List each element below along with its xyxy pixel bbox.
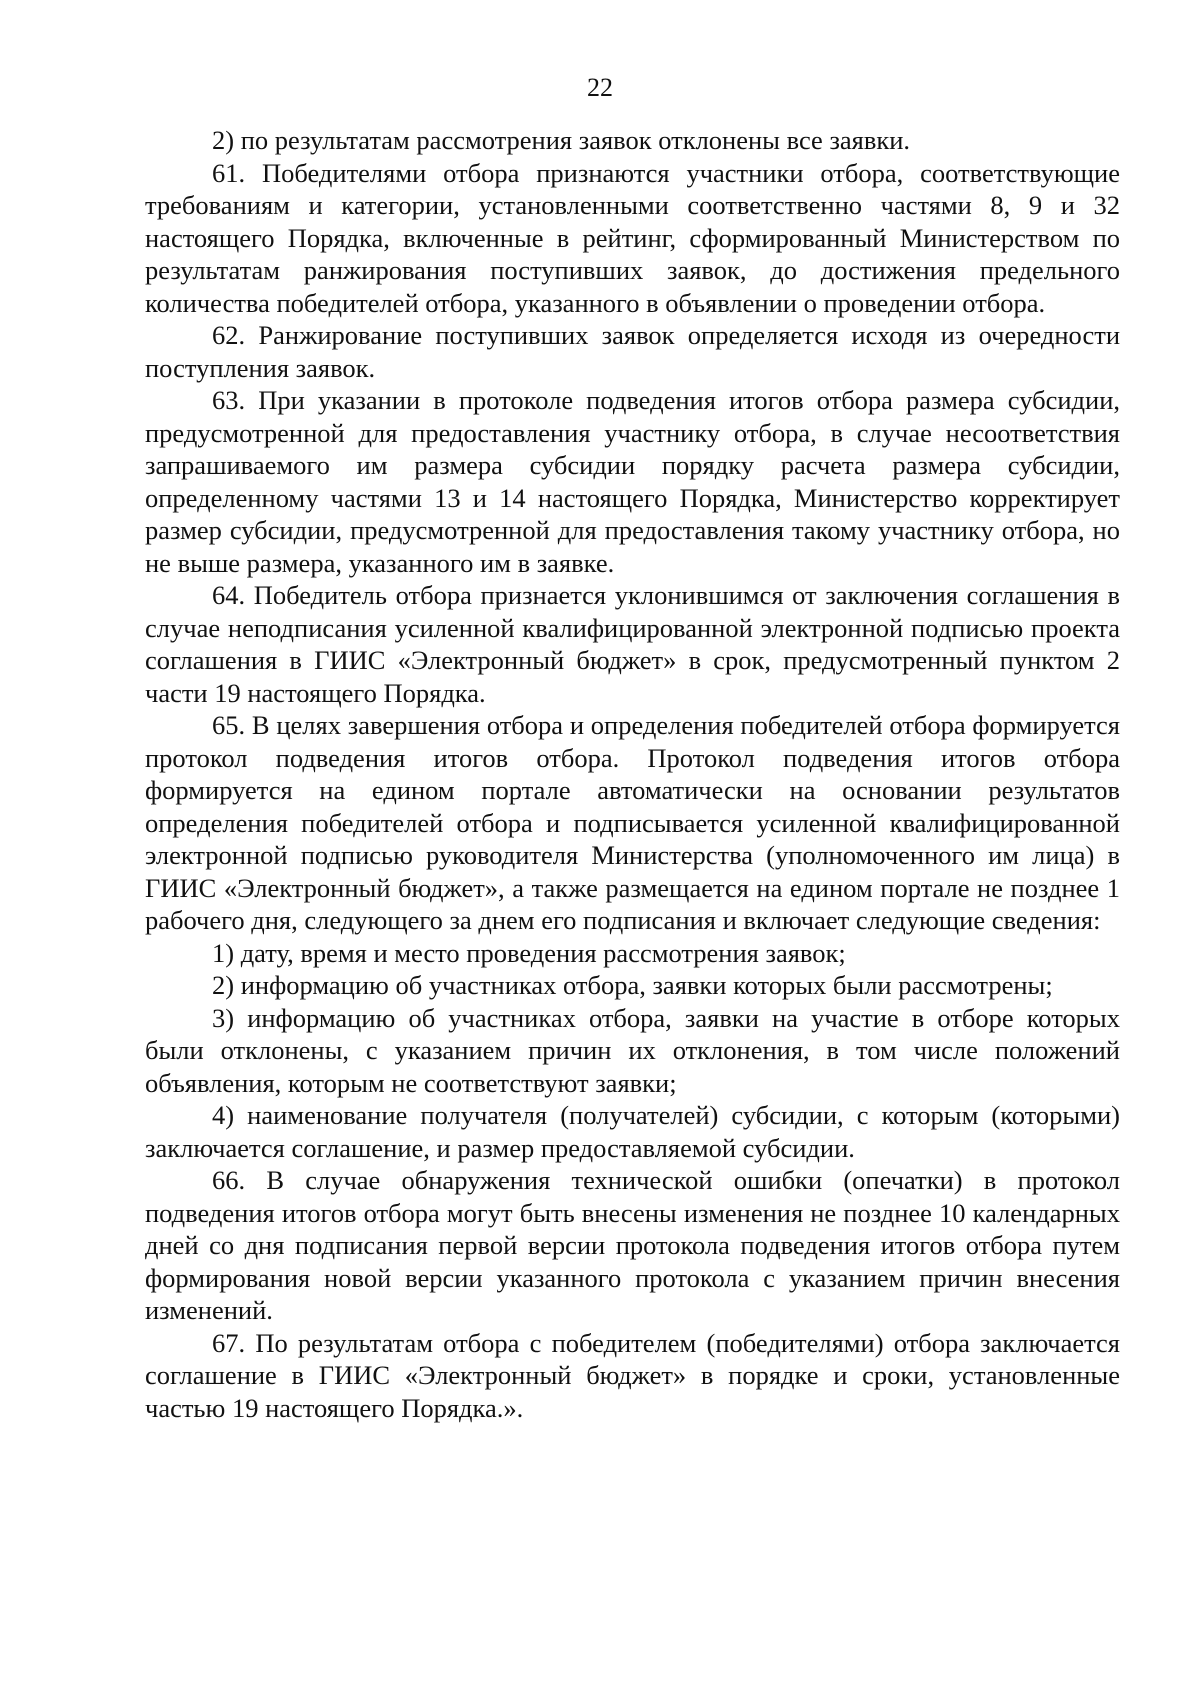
paragraph-63: 63. При указании в протоколе подведения итогов отбора размера субсидии, предусмотренной для предоставления участнику отбора, в случае несоответствия запрашиваемого им размера субсидии порядку расчета размера субсидии, определенному частями 13 и 14 настоящего Порядка, Министерство корректирует размер субсидии, предусмотренной для предоставления такому участнику отбора, но не выше размера, указанного им в заявке. <box>145 385 1120 578</box>
paragraph-67: 67. По результатам отбора с победителем (победителями) отбора заключается соглашение в ГИИС «Электронный бюджет» в порядке и сроки, установленные частью 19 настоящего Порядка.». <box>145 1327 1120 1423</box>
paragraph-64: 64. Победитель отбора признается уклонившимся от заключения соглашения в случае неподписания усиленной квалифицированной электронной подписью проекта соглашения в ГИИС «Электронный бюджет» в срок, предусмотренный пунктом 2 части 19 настоящего Порядка. <box>145 580 1120 708</box>
paragraph-61: 61. Победителями отбора признаются участники отбора, соответствующие требованиям и категории, установленными соответственно частями 8, 9 и 32 настоящего Порядка, включенные в рейтинг, сформированный Министерством по результатам ранжирования поступивших заявок, до достижения предельного количества победителей отбора, указанного в объявлении о проведении отбора. <box>145 157 1120 318</box>
paragraph-65-item-2: 2) информацию об участниках отбора, заявки которых были рассмотрены; <box>212 970 1053 1000</box>
page-number: 22 <box>587 73 613 102</box>
paragraph-65-item-3: 3) информацию об участниках отбора, заявки на участие в отборе которых были отклонены, с указанием причин их отклонения, в том числе положений объявления, которым не соответствуют заявки; <box>145 1002 1120 1098</box>
paragraph-65-item-4: 4) наименование получателя (получателей) субсидии, с которым (которыми) заключается соглашение, и размер предоставляемой субсидии. <box>145 1100 1120 1163</box>
paragraph-item-2: 2) по результатам рассмотрения заявок отклонены все заявки. <box>212 125 911 155</box>
paragraph-62: 62. Ранжирование поступивших заявок определяется исходя из очередности поступления заявок. <box>145 320 1120 383</box>
paragraph-65-item-1: 1) дату, время и место проведения рассмотрения заявок; <box>212 937 846 968</box>
paragraph-66: 66. В случае обнаружения технической ошибки (опечатки) в протокол подведения итогов отбора могут быть внесены изменения не позднее 10 календарных дней со дня подписания первой версии протокола подведения итогов отбора путем формирования новой версии указанного протокола с указанием причин внесения изменений. <box>145 1165 1120 1325</box>
paragraph-65: 65. В целях завершения отбора и определения победителей отбора формируется протокол подведения итогов отбора. Протокол подведения итогов отбора формируется на едином портале автоматически на основании результатов определения победителей отбора и подписывается усиленной квалифицированной электронной подписью руководителя Министерства (уполномоченного им лица) в ГИИС «Электронный бюджет», а также размещается на едином портале не позднее 1 рабочего дня, следующего за днем его подписания и включает следующие сведения: <box>145 710 1120 935</box>
document-body <box>145 124 1120 1424</box>
